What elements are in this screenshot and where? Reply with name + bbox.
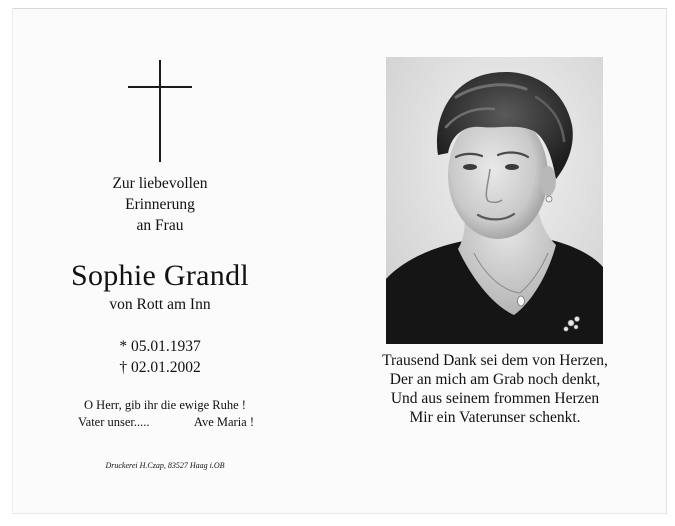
verse-line: Und aus seinem frommen Herzen [390, 390, 600, 407]
prayer-line: O Herr, gib ihr die ewige Ruhe ! [84, 398, 246, 412]
deceased-name: Sophie Grandl [70, 259, 250, 292]
portrait-photo [386, 57, 603, 344]
origin-text: von Rott am Inn [109, 296, 211, 313]
memorial-verse [356, 351, 634, 427]
intro-text [60, 173, 260, 236]
prayer-line-2 [70, 414, 260, 431]
life-dates [60, 336, 260, 378]
verse-line: Trausend Dank sei dem von Herzen, [382, 352, 608, 369]
prayer-text [70, 397, 260, 431]
printer-imprint: Druckerei H.Czap, 83527 Haag i.OB [105, 461, 225, 470]
intro-line: Zur liebevollen [112, 175, 208, 192]
prayer-ave-maria: Ave Maria ! [193, 415, 254, 429]
death-date: † 02.01.2002 [119, 359, 201, 376]
verse-line: Mir ein Vaterunser schenkt. [409, 409, 581, 426]
intro-line: an Frau [136, 217, 184, 234]
intro-line: Erinnerung [125, 196, 195, 213]
prayer-vater-unser: Vater unser..... [78, 415, 150, 429]
birth-date: * 05.01.1937 [119, 338, 201, 355]
verse-line: Der an mich am Grab noch denkt, [389, 371, 601, 388]
portrait-photo-image [386, 57, 603, 344]
